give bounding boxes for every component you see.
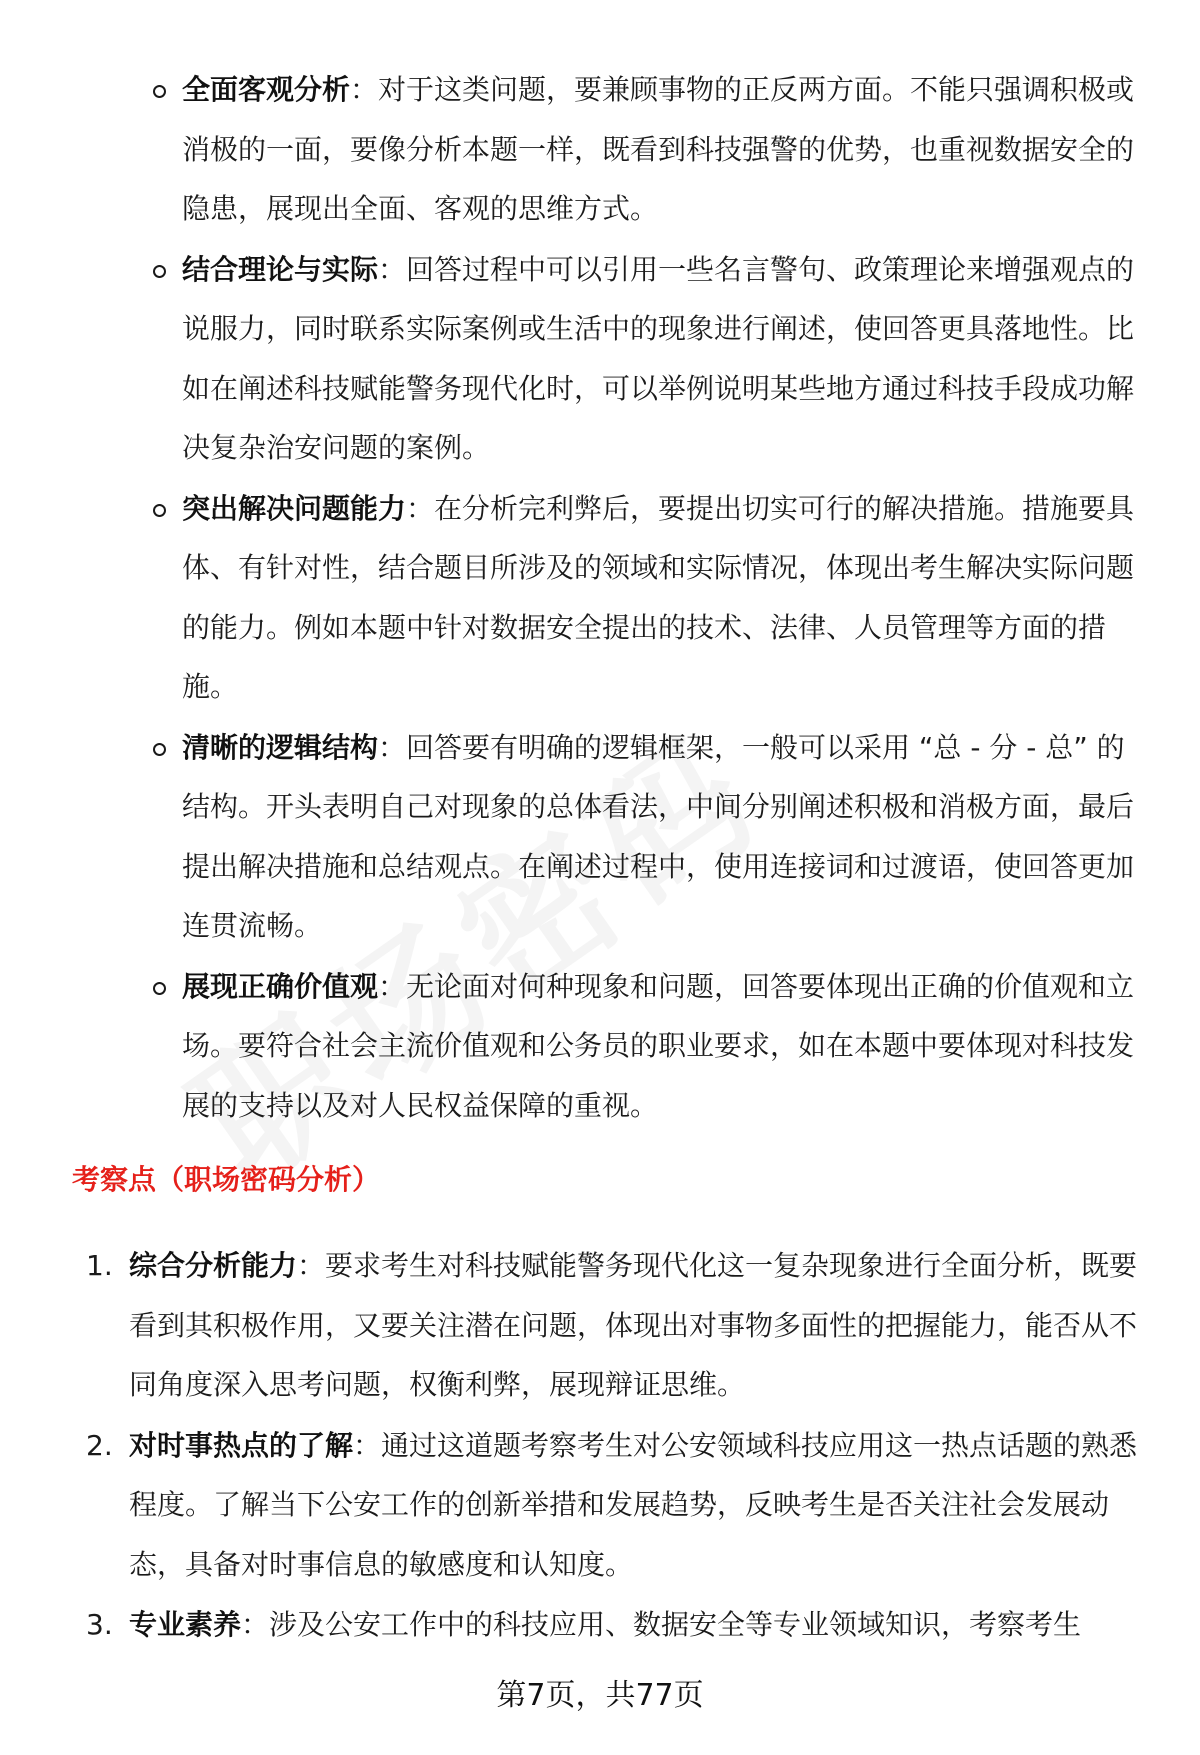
item-number: 2. [86,1428,113,1462]
bullet-item [148,718,1138,956]
item-text: ：要求考生对科技赋能警务现代化这一复杂现象进行全面分析，既要看到其积极作用，又要关注潜在问题，体现出对事物多面性的把握能力，能否从不同角度深入思考问题，权衡利弊，展现辩证思维。 [129,1249,1138,1401]
bullet-text: ：回答要有明确的逻辑框架，一般可以采用 “总 - 分 - 总” 的结构。开头表明自己对现象的总体看法，中间分别阐述积极和消极方面，最后提出解决措施和总结观点。在阐述过程中，使用连接词和过渡语，使回答更加连贯流畅。 [182,730,1135,942]
item-text: ：涉及公安工作中的科技应用、数据安全等专业领域知识，考察考生 [241,1608,1082,1641]
item-number: 1. [86,1249,113,1282]
hollow-circle-bullet-icon [153,504,166,517]
hollow-circle-bullet-icon [153,85,166,98]
tips-bullet-list [148,60,1138,1136]
assessment-points-list [72,1236,1142,1656]
item-text: ：通过这道题考察考生对公安领域科技应用这一热点话题的熟悉程度。了解当下公安工作的创新举措和发展趋势，反映考生是否关注社会发展动态，具备对时事信息的敏感度和认知度。 [129,1428,1138,1581]
section-heading: 考察点（职场密码分析） [72,1163,381,1196]
numbered-item [72,1236,1142,1415]
bullet-term: 展现正确价值观 [182,969,379,1003]
bullet-item [148,240,1138,478]
item-term: 对时事热点的了解 [129,1428,354,1462]
bullet-item [148,60,1138,239]
bullet-term: 结合理论与实际 [182,252,379,286]
item-number: 3. [86,1608,113,1641]
hollow-circle-bullet-icon [153,982,166,995]
bullet-text: ：对于这类问题，要兼顾事物的正反两方面。不能只强调积极或消极的一面，要像分析本题一样，既看到科技强警的优势，也重视数据安全的隐患，展现出全面、客观的思维方式。 [182,73,1135,225]
item-term: 专业素养 [129,1608,242,1641]
page-footer: 第7页，共77页 [496,1678,704,1713]
numbered-item [72,1416,1142,1595]
bullet-text: ：在分析完利弊后，要提出切实可行的解决措施。措施要具体、有针对性，结合题目所涉及的领域和实际情况，体现出考生解决实际问题的能力。例如本题中针对数据安全提出的技术、法律、人员管理等方面的措施。 [182,491,1135,703]
bullet-text: ：回答过程中可以引用一些名言警句、政策理论来增强观点的说服力，同时联系实际案例或生活中的现象进行阐述，使回答更具落地性。比如在阐述科技赋能警务现代化时，可以举例说明某些地方通过科技手段成功解决复杂治安问题的案例。 [182,252,1135,464]
bullet-term: 突出解决问题能力 [182,491,407,525]
item-term: 综合分析能力 [129,1249,298,1282]
numbered-item [72,1595,1142,1655]
bullet-item [148,957,1138,1136]
bullet-term: 全面客观分析 [182,73,351,106]
bullet-text: ：无论面对何种现象和问题，回答要体现出正确的价值观和立场。要符合社会主流价值观和公务员的职业要求，如在本题中要体现对科技发展的支持以及对人民权益保障的重视。 [182,969,1135,1122]
bullet-term: 清晰的逻辑结构 [182,730,379,764]
hollow-circle-bullet-icon [153,265,166,278]
hollow-circle-bullet-icon [153,743,166,756]
bullet-item [148,479,1138,717]
